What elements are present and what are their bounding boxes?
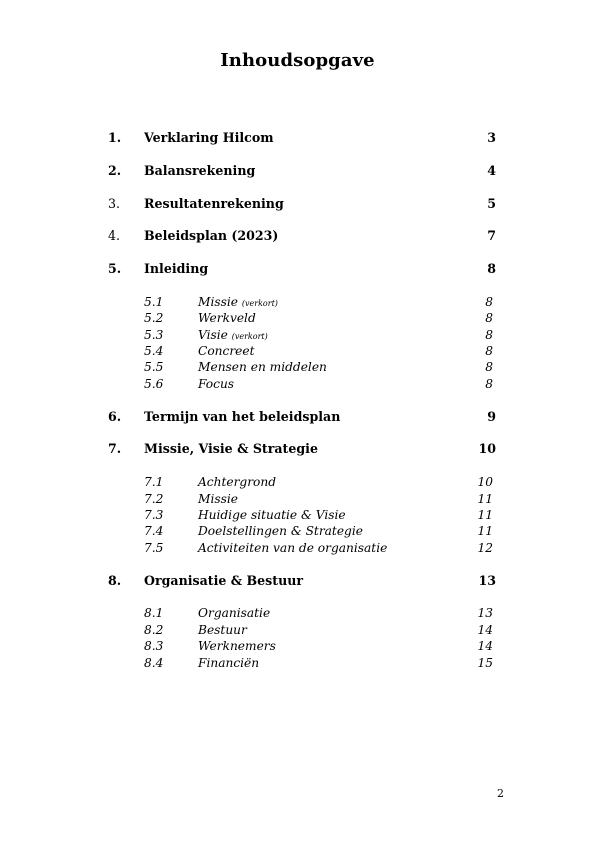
toc-entry-label xyxy=(144,130,274,146)
toc-entry-page: 15 xyxy=(477,655,493,670)
toc-entry-page: 8 xyxy=(485,360,493,375)
toc-entry-number: 7. xyxy=(108,441,122,457)
toc-entry-title: Resultatenrekening xyxy=(144,195,284,211)
toc-entry-number: 8. xyxy=(108,572,122,588)
toc-entry-number: 8.2 xyxy=(144,622,164,637)
toc-entry-number: 8.3 xyxy=(144,639,164,654)
toc-entry-label xyxy=(198,655,259,671)
toc-entry-number: 7.4 xyxy=(144,524,164,539)
toc-section-row xyxy=(108,573,496,589)
toc-entry-title: Organisatie xyxy=(198,606,271,621)
toc-entry-page: 8 xyxy=(487,261,496,277)
toc-entry-title: Visie xyxy=(198,327,228,342)
toc-entry-number: 5.6 xyxy=(144,376,164,391)
toc-subsection-row xyxy=(108,523,496,539)
toc-subsection-row xyxy=(108,310,496,326)
toc-entry-number: 5. xyxy=(108,261,122,277)
toc-entry-note: (verkort) xyxy=(231,331,268,341)
toc-entry-label xyxy=(198,605,270,621)
toc-spacer xyxy=(108,245,496,261)
toc-entry-label xyxy=(144,163,255,179)
toc-spacer xyxy=(108,458,496,474)
toc-entry-label xyxy=(144,409,340,425)
toc-entry-number: 8.4 xyxy=(144,655,164,670)
toc-entry-title: Inleiding xyxy=(144,261,209,277)
toc-subsection-row xyxy=(108,294,496,310)
toc-entry-label xyxy=(198,343,255,359)
toc-entry-number: 5.4 xyxy=(144,344,164,359)
toc-entry-label xyxy=(198,540,387,556)
toc-spacer xyxy=(108,179,496,195)
toc-subsection-row xyxy=(108,638,496,654)
toc-entry-title: Mensen en middelen xyxy=(198,360,327,375)
toc-spacer xyxy=(108,278,496,294)
toc-section-row xyxy=(108,196,496,212)
toc-entry-label xyxy=(144,573,303,589)
toc-entry-number: 3. xyxy=(108,195,121,211)
toc-entry-title: Bestuur xyxy=(198,622,247,637)
toc-entry-label xyxy=(144,196,284,212)
toc-entry-label xyxy=(198,523,363,539)
toc-entry-label xyxy=(198,376,234,392)
toc-entry-page: 12 xyxy=(477,540,493,555)
toc-entry-title: Balansrekening xyxy=(144,162,256,178)
toc-entry-title: Huidige situatie & Visie xyxy=(198,507,346,522)
toc-spacer xyxy=(108,146,496,162)
toc-entry-page: 13 xyxy=(478,572,496,588)
toc-entry-page: 3 xyxy=(487,130,496,145)
toc-entry-page: 5 xyxy=(487,195,496,211)
toc-subsection-row xyxy=(108,474,496,490)
toc-entry-title: Werkveld xyxy=(198,311,256,326)
toc-entry-title: Werknemers xyxy=(198,639,276,654)
toc-entry-page: 10 xyxy=(477,475,493,490)
toc-section-row xyxy=(108,441,496,457)
toc-entry-number: 6. xyxy=(108,408,122,424)
toc-entry-number: 5.1 xyxy=(144,294,164,309)
toc-entry-page: 13 xyxy=(477,606,493,621)
toc-entry-number: 4. xyxy=(108,228,121,244)
toc-entry-title: Beleidsplan (2023) xyxy=(144,228,279,244)
toc-entry-page: 10 xyxy=(478,441,496,457)
toc-entry-number: 5.3 xyxy=(144,327,164,342)
toc-entry-label xyxy=(198,507,346,523)
toc-entry-number: 7.1 xyxy=(144,475,164,490)
toc-entry-page: 8 xyxy=(485,327,493,342)
toc-entry-label xyxy=(144,441,318,457)
toc-subsection-row xyxy=(108,343,496,359)
toc-subsection-row xyxy=(108,605,496,621)
toc-spacer xyxy=(108,556,496,572)
toc-entry-title: Missie, Visie & Strategie xyxy=(144,441,318,457)
toc-section-row xyxy=(108,228,496,244)
toc-entry-number: 5.2 xyxy=(144,311,164,326)
toc-entry-label xyxy=(198,359,327,375)
toc-entry-label xyxy=(144,261,208,277)
toc-entry-label xyxy=(198,474,276,490)
toc-spacer xyxy=(108,392,496,408)
toc-entry-number: 8.1 xyxy=(144,606,164,621)
toc-entry-number: 7.5 xyxy=(144,540,164,555)
toc-entry-title: Achtergrond xyxy=(198,475,277,490)
toc-subsection-row xyxy=(108,359,496,375)
toc-entry-title: Verklaring Hilcom xyxy=(144,130,274,145)
toc-entry-number: 7.3 xyxy=(144,507,164,522)
toc-subsection-row xyxy=(108,540,496,556)
page-number: 2 xyxy=(497,787,504,800)
toc-entry-number: 1. xyxy=(108,130,122,145)
toc-entry-title: Financiën xyxy=(198,655,260,670)
toc-entry-title: Missie xyxy=(198,294,238,309)
toc-entry-number: 2. xyxy=(108,162,122,178)
toc-entry-label xyxy=(198,310,256,326)
toc-spacer xyxy=(108,425,496,441)
toc-entry-page: 11 xyxy=(477,524,493,539)
toc-entry-page: 11 xyxy=(477,507,493,522)
toc-spacer xyxy=(108,589,496,605)
toc-subsection-row xyxy=(108,622,496,638)
toc-entry-page: 4 xyxy=(487,162,496,178)
toc-subsection-row xyxy=(108,491,496,507)
toc-subsection-row xyxy=(108,655,496,671)
toc-entry-page: 8 xyxy=(485,344,493,359)
page-title: Inhoudsopgave xyxy=(220,50,375,71)
toc-entry-title: Concreet xyxy=(198,344,255,359)
toc-entry-page: 8 xyxy=(485,376,493,391)
toc-section-row xyxy=(108,409,496,425)
toc-section-row xyxy=(108,163,496,179)
toc-spacer xyxy=(108,212,496,228)
toc-entry-number: 7.2 xyxy=(144,491,164,506)
toc-entry-title: Termijn van het beleidsplan xyxy=(144,408,341,424)
toc-entry-note: (verkort) xyxy=(241,298,278,308)
toc-section-row xyxy=(108,130,496,146)
toc-entry-page: 14 xyxy=(477,639,493,654)
toc-subsection-row xyxy=(108,507,496,523)
toc-entry-label xyxy=(198,638,276,654)
toc-entry-title: Missie xyxy=(198,491,238,506)
table-of-contents xyxy=(108,130,496,671)
toc-entry-number: 5.5 xyxy=(144,360,164,375)
toc-entry-label xyxy=(198,622,247,638)
toc-entry-page: 11 xyxy=(477,491,493,506)
toc-entry-page: 9 xyxy=(487,408,496,424)
toc-entry-title: Organisatie & Bestuur xyxy=(144,572,304,588)
toc-entry-label xyxy=(144,228,278,244)
toc-entry-page: 8 xyxy=(485,294,493,309)
toc-entry-title: Activiteiten van de organisatie xyxy=(198,540,388,555)
toc-subsection-row xyxy=(108,376,496,392)
toc-subsection-row xyxy=(108,327,496,343)
toc-entry-page: 14 xyxy=(477,622,493,637)
toc-entry-page: 8 xyxy=(485,311,493,326)
toc-section-row xyxy=(108,261,496,277)
toc-entry-label xyxy=(198,491,238,507)
toc-entry-title: Focus xyxy=(198,376,235,391)
toc-entry-page: 7 xyxy=(487,228,496,244)
toc-entry-title: Doelstellingen & Strategie xyxy=(198,524,363,539)
